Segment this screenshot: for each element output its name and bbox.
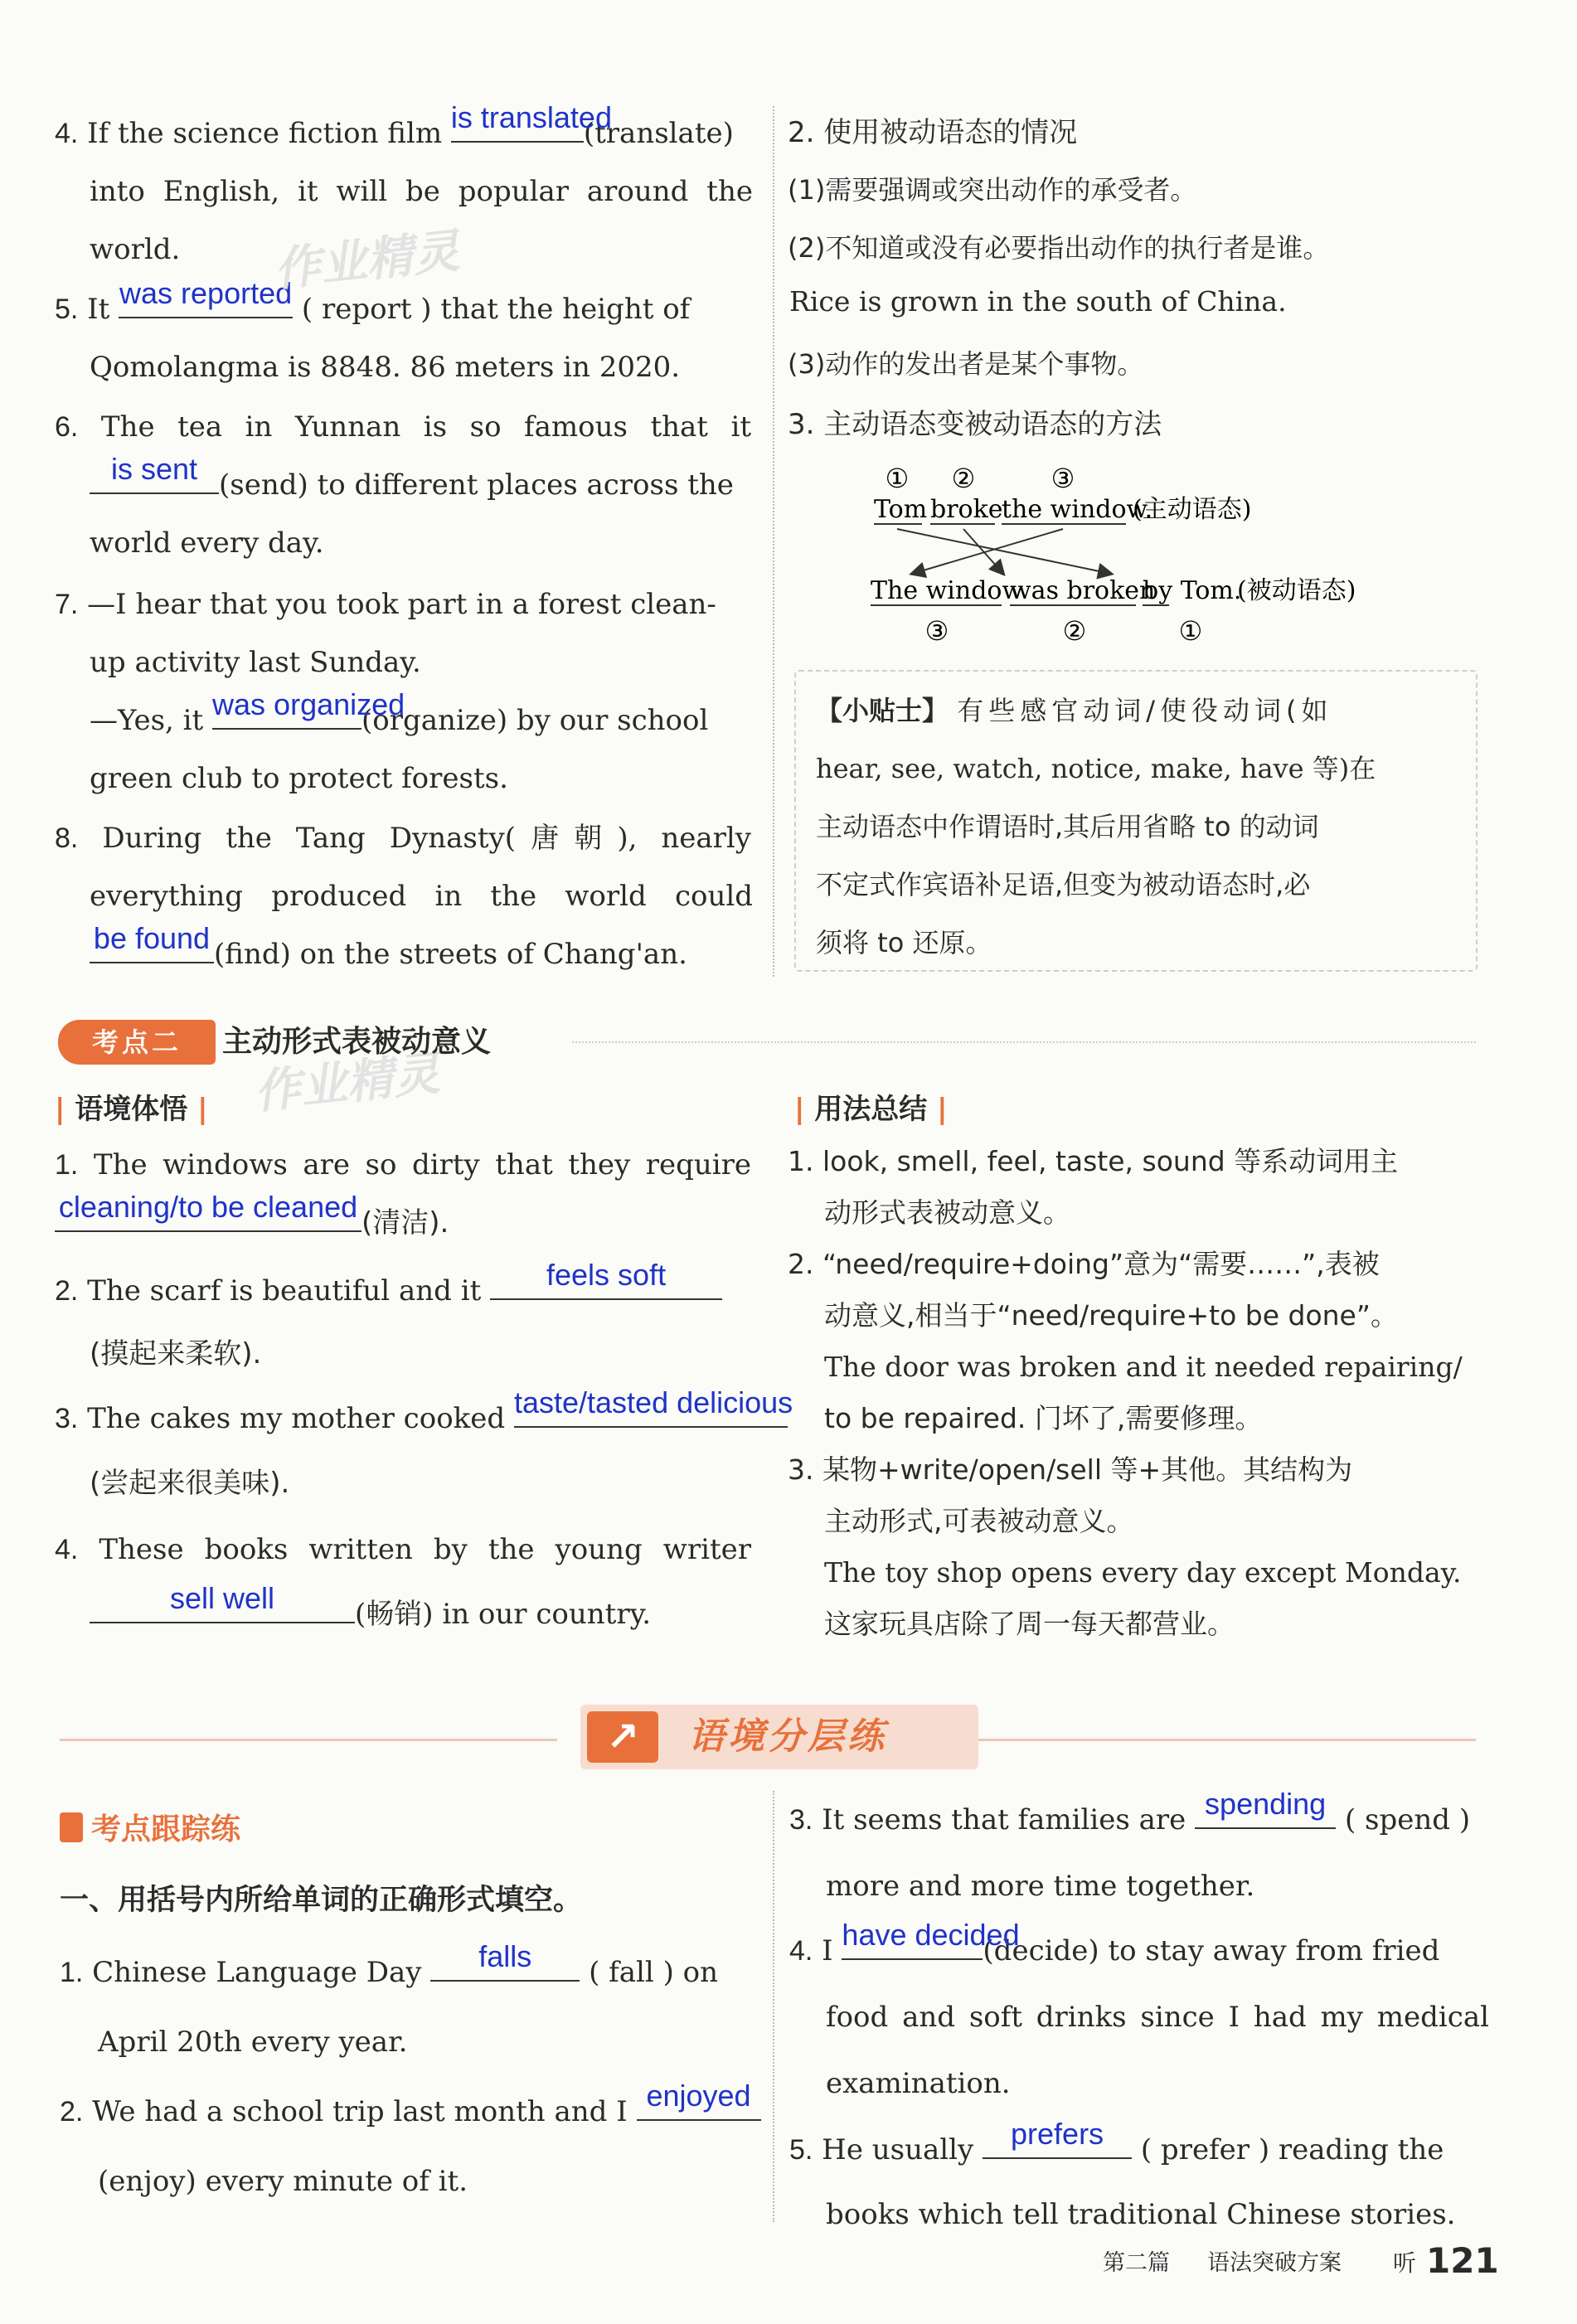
- q-text: It: [87, 293, 110, 326]
- q-number: 1.: [55, 1149, 79, 1181]
- kaodian-tag: 考点二: [58, 1020, 216, 1065]
- divider: [572, 1041, 1476, 1043]
- q-text: I: [822, 1934, 833, 1967]
- answer-text: sell well: [169, 1581, 275, 1615]
- practice-heading: 考点跟踪练: [91, 1812, 241, 1846]
- answer-blank[interactable]: [983, 2117, 1132, 2159]
- question-8: [55, 809, 751, 867]
- context-q3: [55, 1385, 801, 1448]
- q-number: 3.: [789, 1804, 813, 1836]
- question-7: [55, 575, 751, 633]
- q-number: 2.: [55, 1275, 79, 1307]
- passive-subject: The window: [871, 576, 1024, 605]
- q-number: 8.: [55, 822, 79, 854]
- arrow-icon: ↗: [587, 1711, 658, 1763]
- question-4: [55, 100, 751, 163]
- q-text: (send) to different places across the: [219, 468, 734, 502]
- q-number: 6.: [55, 411, 79, 443]
- answer-text: was reported: [119, 276, 293, 310]
- q-text: (find) on the streets of Chang'an.: [214, 938, 687, 971]
- context-q4-line2: [90, 1581, 769, 1643]
- context-q2-line2: (摸起来柔软).: [90, 1337, 262, 1371]
- practice-q3: [789, 1787, 1486, 1849]
- answer-text: be found: [93, 921, 211, 955]
- active-object: the window.: [1002, 495, 1153, 524]
- circle-number: ②: [1062, 615, 1087, 647]
- banner: [580, 1705, 978, 1769]
- practice-q1-line2: April 20th every year.: [98, 2026, 408, 2059]
- usage-heading: | 用法总结 |: [794, 1093, 948, 1126]
- q6-line2: [90, 452, 753, 514]
- context-q1-line2: [55, 1190, 751, 1252]
- answer-blank[interactable]: [513, 1385, 793, 1428]
- q-text: —I hear that you took part in a forest clean-: [87, 588, 716, 621]
- footer-part: 第二篇: [1103, 2250, 1170, 2276]
- passive-voice-label: (被动语态): [1237, 576, 1356, 605]
- arrow-object-to-subject: [912, 529, 1063, 574]
- usage-content: [788, 1136, 1492, 1650]
- section-heading: 3. 主动语态变被动语态的方法: [788, 408, 1162, 441]
- tip-line-3: 主动语态中作谓语时,其后用省略 to 的动词: [816, 811, 1319, 842]
- banner-title: 语境分层练: [688, 1715, 887, 1758]
- usage-line: 这家玩具店除了周一每天都营业。: [824, 1608, 1235, 1640]
- answer-text: is sent: [110, 452, 198, 486]
- banner-line-left: [60, 1739, 557, 1741]
- q4-line2: into English, it will be popular around the: [90, 175, 753, 208]
- note-item: (2)不知道或没有必要指出动作的执行者是谁。: [788, 232, 1330, 264]
- tip-line-2: hear, see, watch, notice, make, have 等)在: [816, 753, 1376, 784]
- banner-line-right: [978, 1739, 1476, 1741]
- tip-content: [816, 682, 1463, 972]
- q5-line2: Qomolangma is 8848. 86 meters in 2020.: [90, 351, 681, 384]
- q-text: The tea in Yunnan is so famous that it: [100, 410, 752, 444]
- answer-text: spending: [1205, 1787, 1327, 1821]
- tip-line-1: [816, 682, 1463, 740]
- answer-text: enjoyed: [646, 2079, 751, 2113]
- arrow-subject-to-by: [897, 529, 1111, 574]
- answer-blank[interactable]: [842, 1918, 1020, 1960]
- answer-blank[interactable]: [90, 1581, 355, 1623]
- circle-number: ②: [951, 463, 976, 494]
- context-q1: [55, 1136, 751, 1194]
- context-q4: [55, 1521, 751, 1579]
- usage-line: 3. 某物+write/open/sell 等+其他。其结构为: [788, 1453, 1353, 1486]
- tip-line-4: 不定式作宾语补足语,但变为被动语态时,必: [816, 869, 1311, 900]
- answer-text: taste/tasted delicious: [513, 1385, 793, 1419]
- practice-q1: [60, 1939, 756, 2001]
- practice-q4-line2: food and soft drinks since I had my medical: [826, 2001, 1489, 2034]
- column-divider: [773, 1791, 774, 2222]
- usage-line: The door was broken and it needed repairing/: [824, 1351, 1463, 1383]
- footer-listen: 听: [1393, 2249, 1417, 2277]
- note-item: (1)需要强调或突出动作的承受者。: [788, 174, 1197, 206]
- usage-line: 主动形式,可表被动意义。: [824, 1505, 1134, 1537]
- example-sentence: Rice is grown in the south of China.: [789, 285, 1287, 318]
- q-text: (清洁).: [361, 1206, 449, 1240]
- usage-line: The toy shop opens every day except Monday.: [824, 1556, 1462, 1589]
- tip-text: 有些感官动词/使役动词(如: [957, 695, 1333, 726]
- answer-blank[interactable]: [1195, 1787, 1336, 1829]
- q-number: 4.: [55, 1534, 79, 1565]
- footer-title: 语法突破方案: [1207, 2250, 1342, 2276]
- q-text: —Yes, it: [90, 704, 204, 737]
- context-q2: [55, 1258, 768, 1320]
- answer-text: feels soft: [546, 1258, 667, 1292]
- circle-number: ①: [885, 463, 910, 494]
- q7-line2: up activity last Sunday.: [90, 646, 421, 679]
- practice-q3-line2: more and more time together.: [826, 1870, 1255, 1903]
- usage-line: 2. “need/require+doing”意为“需要……”,表被: [788, 1248, 1380, 1280]
- answer-text: was organized: [212, 687, 405, 721]
- q-text: The windows are so dirty that they require: [93, 1148, 751, 1181]
- section-heading: 2. 使用被动语态的情况: [788, 116, 1078, 149]
- notebook-icon: [60, 1812, 83, 1842]
- q-text: ( spend ): [1344, 1803, 1471, 1836]
- page-number: 121: [1426, 2240, 1499, 2281]
- voice-conversion-diagram: [862, 456, 1443, 655]
- q-number: 7.: [55, 589, 79, 620]
- note-item: (3)动作的发出者是某个事物。: [788, 348, 1144, 380]
- answer-text: is translated: [450, 100, 612, 134]
- q-number: 5.: [789, 2134, 813, 2166]
- kaodian-title: 主动形式表被动意义: [222, 1025, 492, 1059]
- answer-blank[interactable]: [637, 2079, 761, 2121]
- q-number: 4.: [789, 1935, 813, 1967]
- answer-text: have decided: [842, 1918, 1020, 1952]
- q-text: ( fall ) on: [589, 1956, 719, 1989]
- answer-blank[interactable]: [119, 276, 293, 318]
- active-verb: broke: [930, 495, 1003, 524]
- usage-line: 1. look, smell, feel, taste, sound 等系动词用主: [788, 1145, 1399, 1177]
- q-text: (decide) to stay away from fried: [983, 1934, 1440, 1967]
- q-number: 5.: [55, 294, 79, 325]
- answer-text: cleaning/to be cleaned: [58, 1190, 358, 1224]
- q-number: 1.: [60, 1957, 84, 1988]
- answer-blank[interactable]: [90, 921, 214, 963]
- tip-line-5: 须将 to 还原。: [816, 927, 992, 958]
- q4-line3: world.: [90, 233, 181, 266]
- q-number: 2.: [60, 2096, 84, 2128]
- question-6: [55, 398, 751, 456]
- q7-line4: green club to protect forests.: [90, 762, 508, 795]
- q-text: We had a school trip last month and I: [92, 2095, 628, 2128]
- heading-text: 语境体悟: [75, 1093, 188, 1126]
- column-divider: [773, 106, 774, 977]
- q-text: (畅销) in our country.: [355, 1598, 652, 1631]
- question-5: [55, 276, 759, 338]
- q-text: It seems that families are: [822, 1803, 1186, 1836]
- q8-line2: everything produced in the world could: [90, 880, 753, 913]
- circle-number: ③: [924, 615, 949, 647]
- usage-line: 动形式表被动意义。: [824, 1196, 1070, 1229]
- passive-agent: by Tom.: [1143, 576, 1242, 605]
- q-text: (organize) by our school: [361, 704, 709, 737]
- heading-text: 用法总结: [814, 1093, 928, 1126]
- answer-blank[interactable]: [450, 100, 612, 143]
- q-number: 4.: [55, 118, 79, 149]
- answer-blank[interactable]: [212, 687, 405, 730]
- arrow-verb-to-verb: [963, 529, 1003, 574]
- q-text: The scarf is beautiful and it: [87, 1274, 482, 1308]
- answer-blank[interactable]: [490, 1258, 722, 1300]
- q-text: The cakes my mother cooked: [87, 1402, 506, 1435]
- q-text: He usually: [822, 2133, 974, 2166]
- passive-verb: was broken: [1010, 576, 1156, 605]
- circle-number: ①: [1178, 615, 1203, 647]
- usage-line: to be repaired. 门坏了,需要修理。: [824, 1402, 1263, 1434]
- q7-line3: [90, 687, 761, 750]
- watermark: 作业精灵: [251, 1046, 443, 1120]
- q-hint: ( report ): [301, 293, 432, 326]
- practice-q2-line2: (enjoy) every minute of it.: [98, 2165, 468, 2198]
- tip-label: 【小贴士】: [816, 695, 949, 726]
- circle-number: ③: [1051, 463, 1075, 494]
- practice-q4: [789, 1918, 1494, 1980]
- q-text: During the Tang Dynasty(唐朝), nearly: [102, 822, 752, 855]
- q-text: that the height of: [440, 293, 691, 326]
- q-hint: (translate): [583, 117, 734, 150]
- answer-text: falls: [478, 1939, 532, 1973]
- practice-q5: [789, 2117, 1494, 2179]
- practice-q2: [60, 2079, 773, 2141]
- practice-q4-line3: examination.: [826, 2067, 1011, 2100]
- answer-blank[interactable]: [430, 1939, 580, 1982]
- context-heading: | 语境体悟 |: [55, 1093, 208, 1126]
- context-q3-line2: (尝起来很美味).: [90, 1467, 290, 1500]
- usage-line: 动意义,相当于“need/require+to be done”。: [824, 1299, 1398, 1332]
- practice-instruction: 一、用括号内所给单词的正确形式填空。: [60, 1884, 583, 1917]
- answer-blank[interactable]: [55, 1190, 361, 1232]
- q-number: 3.: [55, 1403, 79, 1434]
- q-text: If the science fiction film: [87, 117, 443, 150]
- active-subject: Tom: [874, 495, 928, 524]
- q-text: Chinese Language Day: [92, 1956, 422, 1989]
- q-text: ( prefer ) reading the: [1140, 2133, 1444, 2166]
- watermark: 作业精灵: [271, 224, 463, 298]
- q8-line3: [90, 921, 769, 983]
- answer-text: prefers: [1011, 2117, 1104, 2151]
- active-voice-label: (主动语态): [1133, 495, 1252, 524]
- q-text: These books written by the young writer: [99, 1533, 751, 1566]
- q6-line3: world every day.: [90, 526, 324, 560]
- practice-q5-line2: books which tell traditional Chinese stories.: [826, 2198, 1456, 2231]
- answer-blank[interactable]: [90, 452, 219, 494]
